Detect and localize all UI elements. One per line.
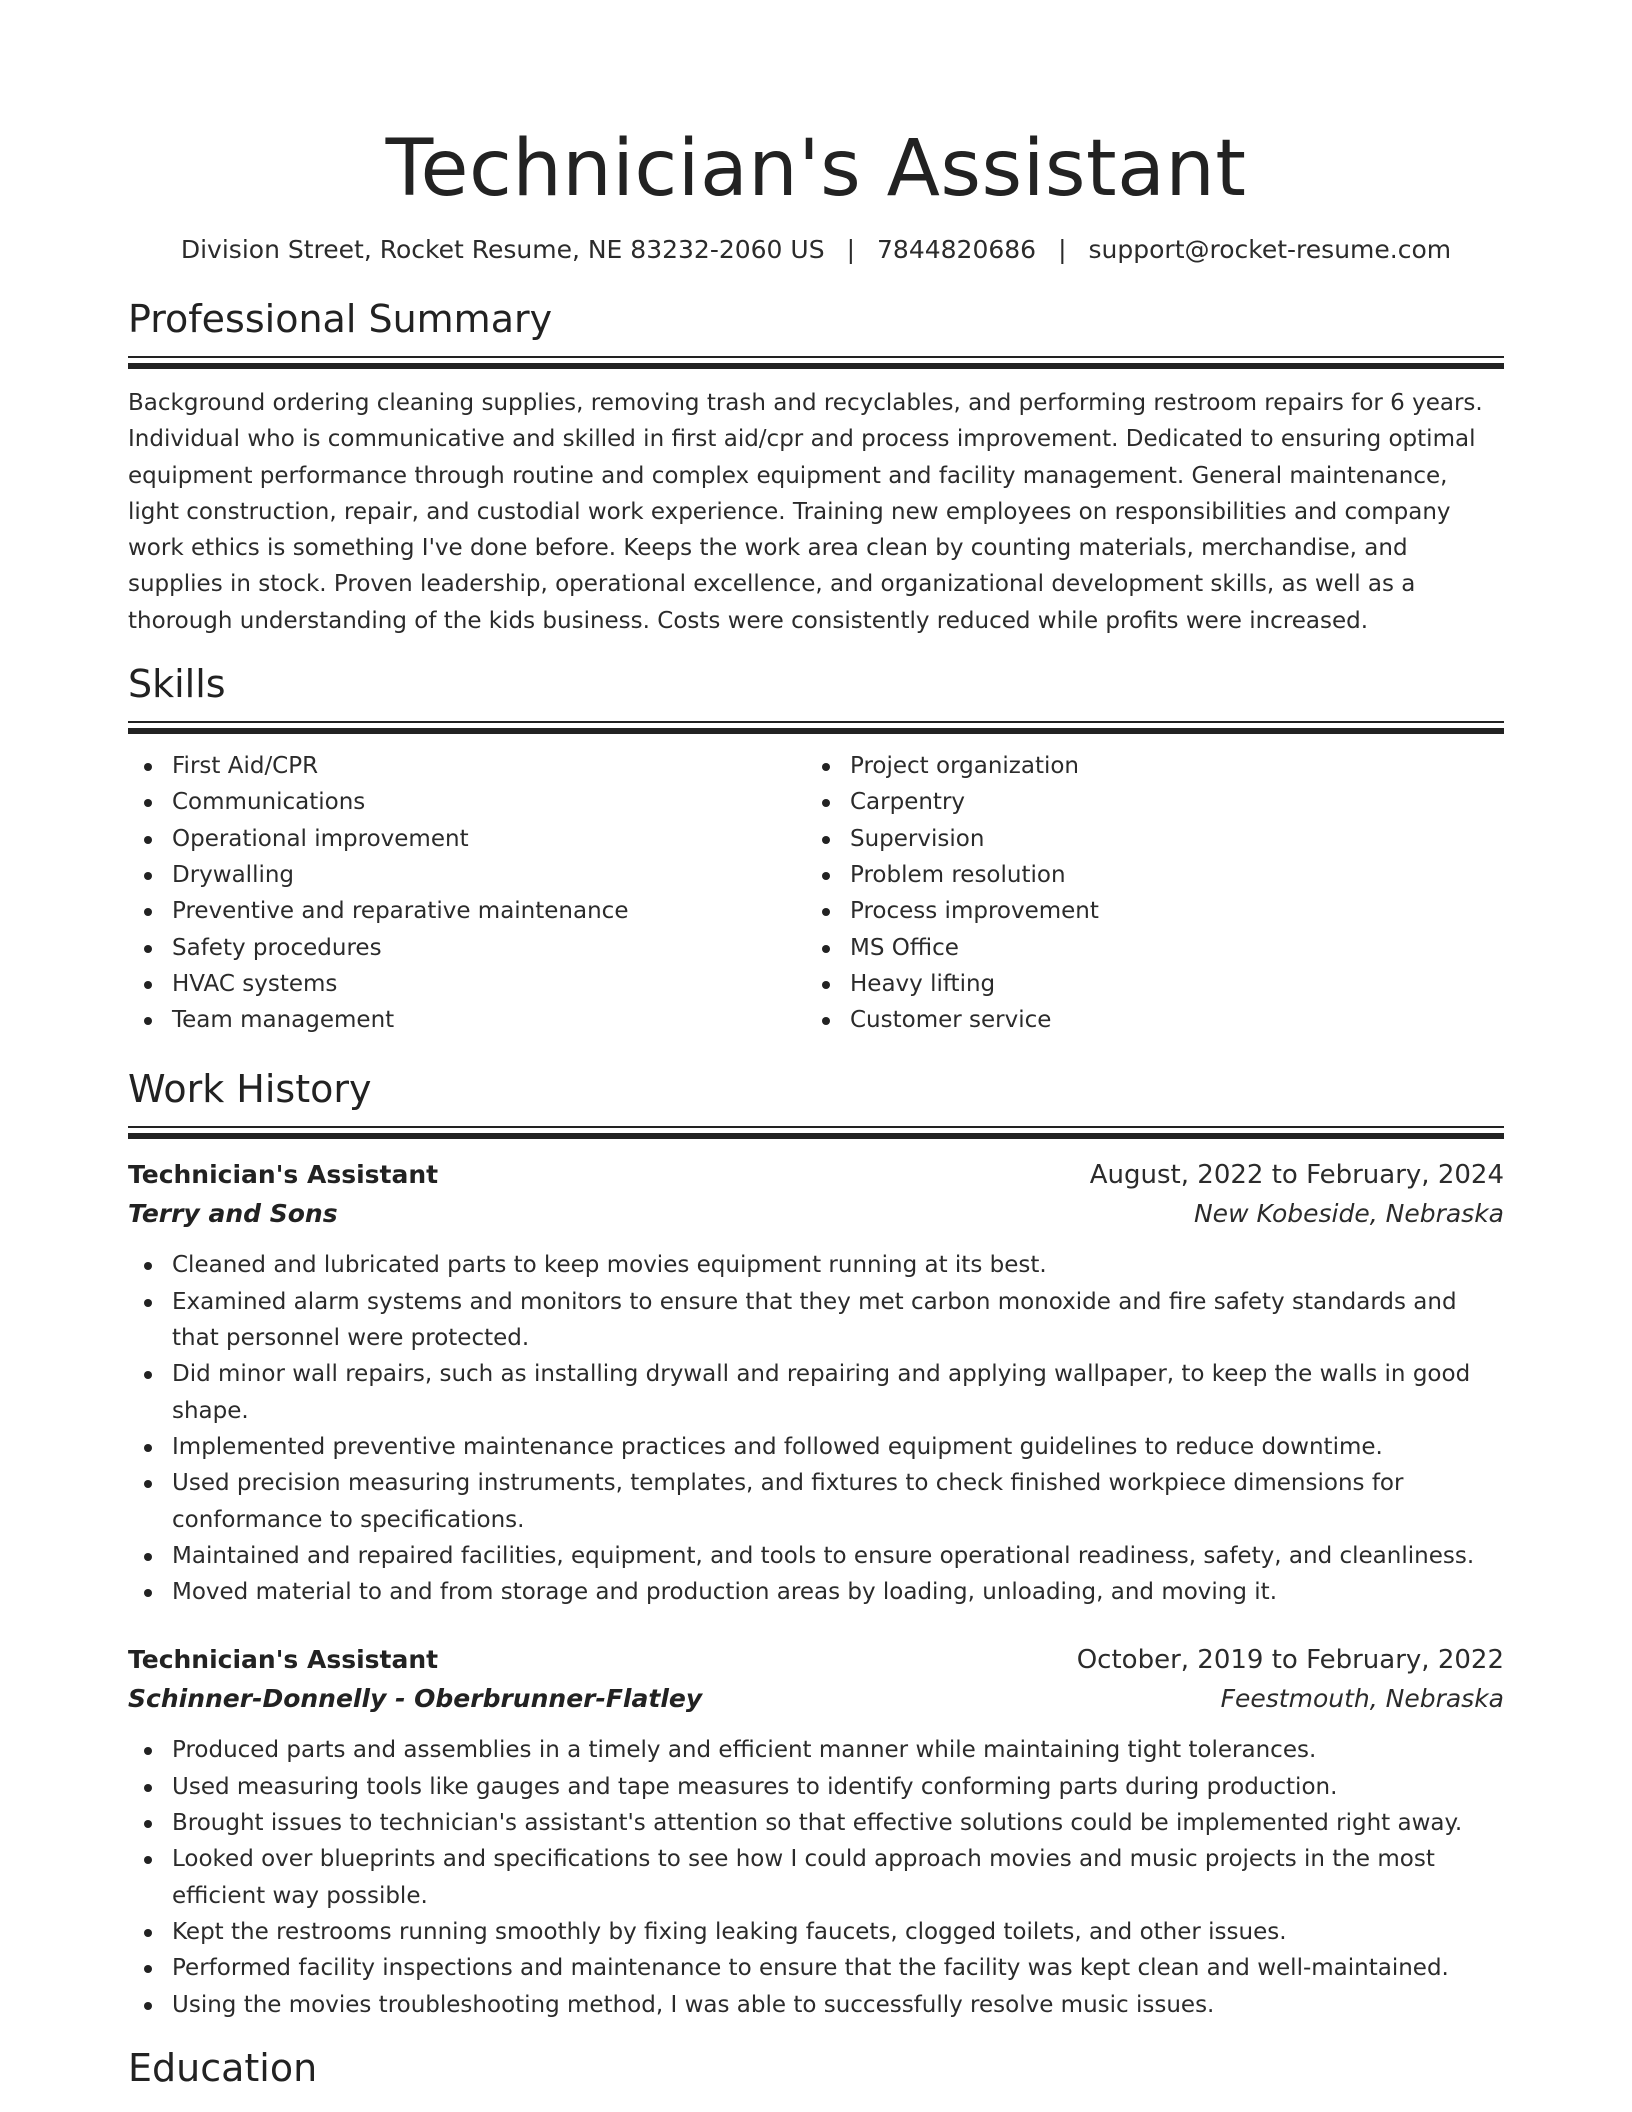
job-location: New Kobeside, Nebraska bbox=[1193, 1199, 1504, 1229]
contact-email: support@rocket-resume.com bbox=[1088, 235, 1452, 264]
job-bullet: Using the movies troubleshooting method, I was able to successfully resolve music issues. bbox=[128, 1987, 1504, 2023]
job-bullet: Performed facility inspections and maintenance to ensure that the facility was kept clean and well-maintained. bbox=[128, 1950, 1504, 1986]
job-company: Schinner-Donnelly - Oberbrunner-Flatley bbox=[128, 1684, 703, 1714]
job-header-row bbox=[128, 1640, 1504, 1680]
summary-text: Background ordering cleaning supplies, removing trash and recyclables, and performing restroom repairs for 6 years. Individual who is communicative and skilled in first aid/cpr and process improvement. Dedicated to ensuring optimal equipment performance through routine and complex equipment and facility management. General maintenance, light construction, repair, and custodial work experience. Training new employees on responsibilities and company work ethics is something I've done before. Keeps the work area clean by counting materials, merchandise, and supplies in stock. Proven leadership, operational excellence, and organizational development skills, as well as a thorough understanding of the kids business. Costs were consistently reduced while profits were increased. bbox=[128, 390, 1483, 634]
summary-heading: Professional Summary bbox=[128, 297, 553, 341]
job-bullets bbox=[128, 1247, 1504, 1610]
job-bullet: Did minor wall repairs, such as installing drywall and repairing and applying wallpaper, to keep the walls in good shape. bbox=[128, 1356, 1504, 1429]
skill-item: Process improvement bbox=[806, 893, 1484, 929]
job-dates: October, 2019 to February, 2022 bbox=[1076, 1645, 1504, 1676]
job-company: Terry and Sons bbox=[128, 1199, 338, 1229]
skills-column-right bbox=[806, 748, 1484, 1038]
section-divider bbox=[128, 356, 1504, 369]
skill-item: Preventive and reparative maintenance bbox=[128, 893, 806, 929]
skills-section bbox=[128, 661, 1504, 1038]
resume-title: Technician's Assistant bbox=[385, 124, 1247, 214]
education-section bbox=[128, 2045, 1504, 2091]
skill-item: Customer service bbox=[806, 1002, 1484, 1038]
job-location: Feestmouth, Nebraska bbox=[1220, 1684, 1504, 1714]
section-divider bbox=[128, 1126, 1504, 1139]
job-bullets bbox=[128, 1732, 1504, 2022]
job-bullet: Implemented preventive maintenance practices and followed equipment guidelines to reduce downtime. bbox=[128, 1429, 1504, 1465]
job-header-row bbox=[128, 1155, 1504, 1195]
job-company-row bbox=[128, 1680, 1504, 1718]
job-bullet: Used measuring tools like gauges and tape measures to identify conforming parts during production. bbox=[128, 1769, 1504, 1805]
work-history-heading: Work History bbox=[128, 1067, 372, 1112]
skill-item: Supervision bbox=[806, 821, 1484, 857]
skill-item: Operational improvement bbox=[128, 821, 806, 857]
job-entry bbox=[128, 1640, 1504, 2022]
skill-item: Team management bbox=[128, 1002, 806, 1038]
job-bullet: Used precision measuring instruments, templates, and fixtures to check finished workpiece dimensions for conformance to specifications. bbox=[128, 1465, 1504, 1538]
skill-item: Safety procedures bbox=[128, 930, 806, 966]
job-bullet: Moved material to and from storage and production areas by loading, unloading, and moving it. bbox=[128, 1574, 1504, 1610]
skills-grid bbox=[128, 748, 1504, 1038]
resume-page bbox=[128, 0, 1504, 2091]
job-bullet: Maintained and repaired facilities, equipment, and tools to ensure operational readiness, safety, and cleanliness. bbox=[128, 1538, 1504, 1574]
job-bullet: Looked over blueprints and specifications to see how I could approach movies and music projects in the most efficient way possible. bbox=[128, 1841, 1504, 1914]
skill-item: Project organization bbox=[806, 748, 1484, 784]
skill-item: Drywalling bbox=[128, 857, 806, 893]
skill-item: Problem resolution bbox=[806, 857, 1484, 893]
contact-line bbox=[128, 234, 1504, 266]
contact-address: Division Street, Rocket Resume, NE 83232-2060 US bbox=[180, 235, 825, 264]
summary-section bbox=[128, 296, 1504, 639]
contact-separator: | bbox=[846, 235, 856, 264]
job-bullet: Brought issues to technician's assistant's attention so that effective solutions could be implemented right away. bbox=[128, 1805, 1504, 1841]
skill-item: HVAC systems bbox=[128, 966, 806, 1002]
skill-item: Carpentry bbox=[806, 784, 1484, 820]
section-divider bbox=[128, 721, 1504, 734]
skills-column-left bbox=[128, 748, 806, 1038]
job-company-row bbox=[128, 1195, 1504, 1233]
job-title: Technician's Assistant bbox=[128, 1645, 439, 1675]
contact-phone: 7844820686 bbox=[877, 235, 1037, 264]
job-bullet: Cleaned and lubricated parts to keep movies equipment running at its best. bbox=[128, 1247, 1504, 1283]
skill-item: First Aid/CPR bbox=[128, 748, 806, 784]
skill-item: MS Office bbox=[806, 930, 1484, 966]
job-dates: August, 2022 to February, 2024 bbox=[1089, 1160, 1504, 1191]
contact-separator: | bbox=[1058, 235, 1067, 264]
skill-item: Communications bbox=[128, 784, 806, 820]
job-title: Technician's Assistant bbox=[128, 1160, 439, 1190]
job-bullet: Examined alarm systems and monitors to ensure that they met carbon monoxide and fire safety standards and that personnel were protected. bbox=[128, 1284, 1504, 1357]
job-entry bbox=[128, 1155, 1504, 1610]
education-heading: Education bbox=[128, 2045, 318, 2090]
work-history-section bbox=[128, 1066, 1504, 2022]
skill-item: Heavy lifting bbox=[806, 966, 1484, 1002]
skills-heading: Skills bbox=[128, 662, 226, 707]
job-bullet: Kept the restrooms running smoothly by fixing leaking faucets, clogged toilets, and other issues. bbox=[128, 1914, 1504, 1950]
job-bullet: Produced parts and assemblies in a timely and efficient manner while maintaining tight tolerances. bbox=[128, 1732, 1504, 1768]
